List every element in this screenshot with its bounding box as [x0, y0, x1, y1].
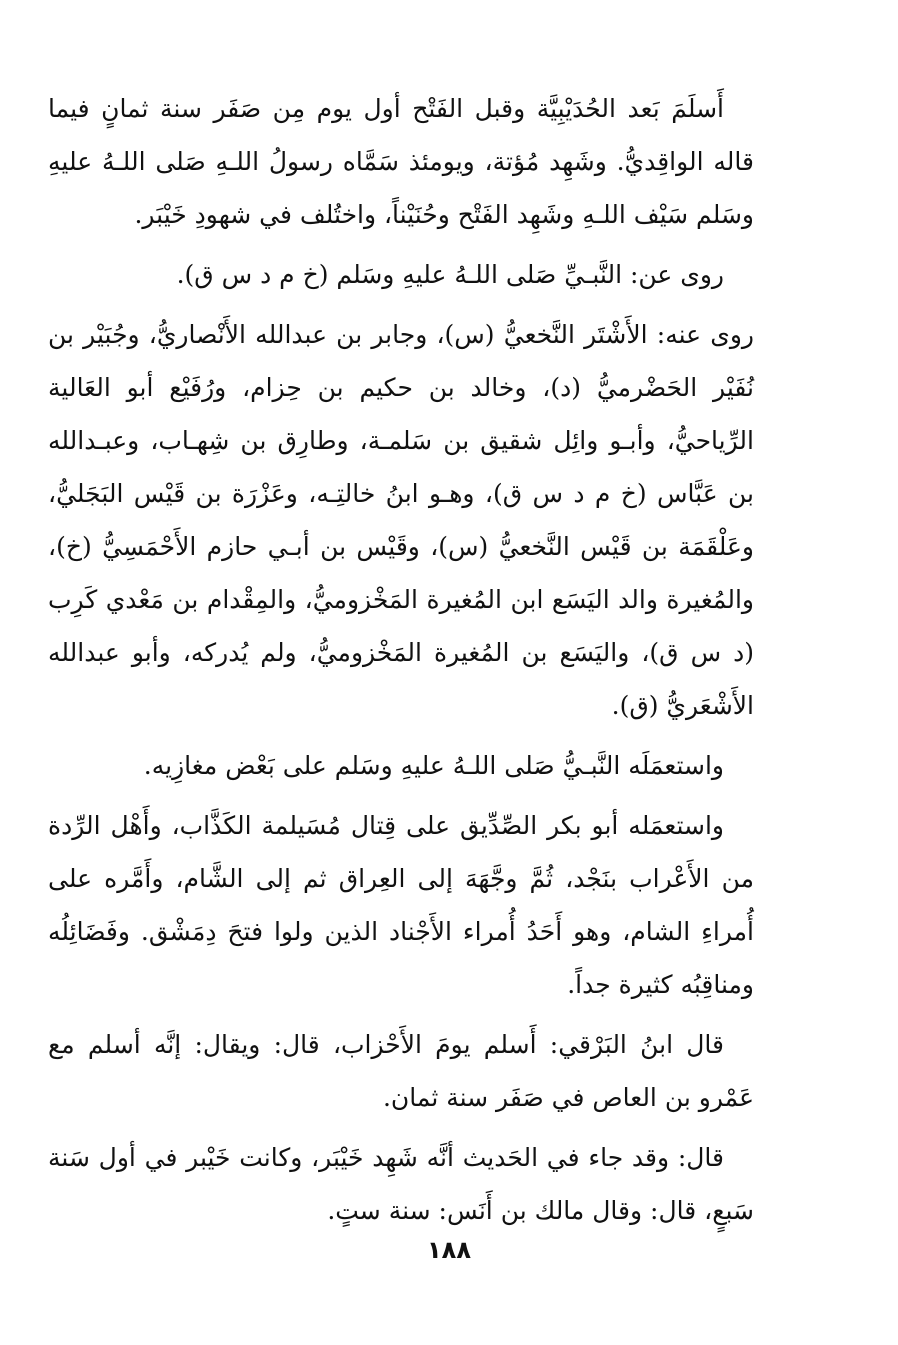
- paragraph-conversion: أَسلَمَ بَعد الحُدَيْبِيَّة وقبل الفَتْح أول يوم مِن صَفَر سنة ثمانٍ فيما قاله الواقِديُّ. وشَهِد مُؤتة، ويومئذ سَمَّاه رسولُ اللـهِ صَلى اللـهُ عليهِ وسَلم سَيْف اللـهِ وشَهِد الفَتْح وحُنَيْناً، واختُلف في شهودِ خَيْبَر.: [48, 94, 754, 229]
- paragraph-appointment-abu-bakr: واستعمَله أبو بكر الصِّدِّيق على قِتال مُسَيلمة الكَذَّاب، وأَهْل الرِّدة من الأَعْراب بنَجْد، ثُمَّ وجَّهَهَ إلى العِراق ثم إلى الشَّام، وأَمَّره على أُمراءِ الشام، وهو أَحَدُ أُمراء الأَجْناد الذين ولوا فتحَ دِمَشْق. وفَضَائِلُه ومناقِبُه كثيرة جداً.: [48, 811, 754, 999]
- page-body: [48, 82, 754, 1244]
- paragraph-ibn-barqi: قال ابنُ البَرْقي: أَسلم يومَ الأَحْزاب، قال: ويقال: إنَّه أسلم مع عَمْرو بن العاص في صَفَر سنة ثمان.: [48, 1030, 754, 1112]
- paragraph-appointment-prophet: واستعمَلَه النَّبـيُّ صَلى اللـهُ عليهِ وسَلم على بَعْض مغازِيه.: [143, 751, 724, 780]
- paragraph-khaybar: قال: وقد جاء في الحَديث أنَّه شَهِد خَيْبَر، وكانت خَيْبر في أول سَنة سَبعٍ، قال: وقال مالك بن أَنَس: سنة ستٍ.: [48, 1143, 754, 1225]
- paragraph-narrators: روى عنه: الأَشْتَر النَّخعيُّ (س)، وجابر بن عبدالله الأَنْصاريُّ، وجُبَيْر بن نُفَيْر الحَضْرميُّ (د)، وخالد بن حكيم بن حِزام، ورُفَيْع أبو العَالية الرِّياحيُّ، وأبـو وائِل شقيق بن سَلمـة، وطارِق بن شِهـاب، وعبـدالله بن عَبَّاس (خ م د س ق)، وهـو ابنُ خالتِـه، وعَزْرَة بن قَيْس البَجَليُّ، وعَلْقَمَة بن قَيْس النَّخعيُّ (س)، وقَيْس بن أبـي حازم الأَحْمَسِيُّ (خ)، والمُغيرة والد اليَسَع ابن المُغيرة المَخْزوميُّ، والمِقْدام بن مَعْدي كَرِب (د س ق)، واليَسَع بن المُغيرة المَخْزوميُّ، ولم يُدركه، وأبو عبدالله الأَشْعَريُّ (ق).: [48, 320, 754, 720]
- paragraph-narrated-from: روى عن: النَّبـيِّ صَلى اللـهُ عليهِ وسَلم (خ م د س ق).: [176, 260, 724, 289]
- page-number: ١٨٨: [427, 1236, 471, 1264]
